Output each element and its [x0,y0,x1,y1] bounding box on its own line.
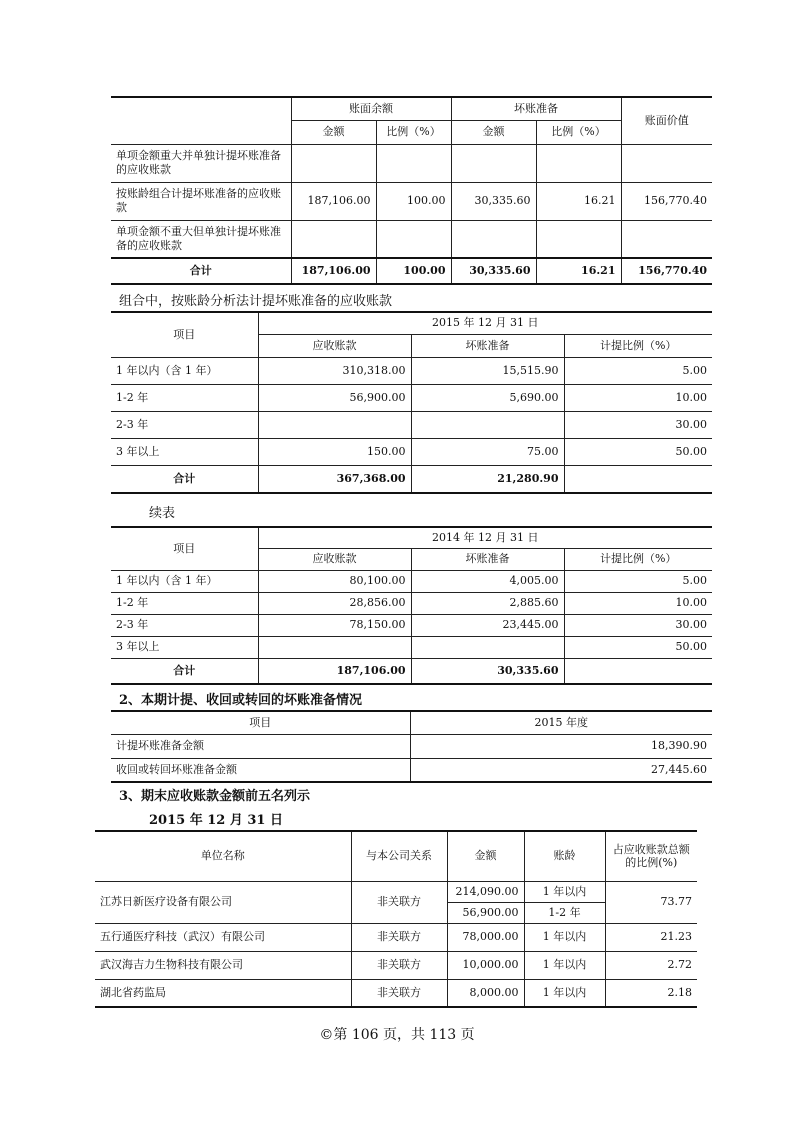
cell-amount: 187,106.00 [291,182,376,220]
cell-receivable: 56,900.00 [258,384,411,411]
row-label: 3 年以上 [111,438,258,465]
cell-ratio: 5.00 [564,357,712,384]
header-bad-debt: 坏账准备 [411,334,564,357]
total-receivable: 367,368.00 [258,465,411,493]
total-bd-amount: 30,335.60 [451,258,536,284]
cell-bad-debt: 4,005.00 [411,570,564,592]
company-name: 湖北省药监局 [95,979,351,1007]
table-row [95,951,697,979]
header-bd-amount: 金额 [451,120,536,144]
cell-ratio: 10.00 [564,384,712,411]
corner-cell [111,97,291,144]
header-share: 占应收账款总额的比例(%) [605,831,697,881]
company-name: 五行通医疗科技（武汉）有限公司 [95,923,351,951]
row-label: 收回或转回坏账准备金额 [111,758,410,782]
cell-ratio [376,144,451,182]
cell-amount: 56,900.00 [447,902,524,923]
cell-ratio [376,220,451,258]
table-row [111,220,712,258]
total-ratio [564,658,712,684]
total-bad-debt: 30,335.60 [411,658,564,684]
cell-ratio: 100.00 [376,182,451,220]
cell-bd-amount: 30,335.60 [451,182,536,220]
table-row [111,636,712,658]
cell-value [621,144,712,182]
cell-aging: 1 年以内 [524,881,605,902]
row-label: 2-3 年 [111,614,258,636]
cell-bd-amount [451,144,536,182]
total-label: 合计 [111,258,291,284]
cell-aging: 1 年以内 [524,979,605,1007]
cell-receivable: 150.00 [258,438,411,465]
cell-share: 2.72 [605,951,697,979]
company-relation: 非关联方 [351,951,447,979]
total-row [111,465,712,493]
cell-bad-debt: 2,885.60 [411,592,564,614]
cell-ratio: 50.00 [564,636,712,658]
cell-amount: 10,000.00 [447,951,524,979]
total-label: 合计 [111,465,258,493]
cell-bd-ratio [536,220,621,258]
table-row [111,592,712,614]
header-bd-ratio: 比例（%） [536,120,621,144]
header-receivable: 应收账款 [258,548,411,570]
aging-2014-table [111,526,712,685]
header-date: 2015 年 12 月 31 日 [258,312,712,334]
row-label: 1 年以内（含 1 年） [111,357,258,384]
total-ratio [564,465,712,493]
cell-bad-debt: 75.00 [411,438,564,465]
cell-amount: 78,000.00 [447,923,524,951]
row-label: 计提坏账准备金额 [111,734,410,758]
header-item: 项目 [111,527,258,570]
cell-aging: 1-2 年 [524,902,605,923]
cell-receivable: 310,318.00 [258,357,411,384]
row-label: 2-3 年 [111,411,258,438]
cell-aging: 1 年以内 [524,951,605,979]
cell-amount: 8,000.00 [447,979,524,1007]
row-label: 3 年以上 [111,636,258,658]
header-book-value: 账面价值 [621,97,712,144]
header-ratio: 计提比例（%） [564,334,712,357]
header-amount: 金额 [291,120,376,144]
cell-ratio: 30.00 [564,411,712,438]
cell-value: 156,770.40 [621,182,712,220]
header-receivable: 应收账款 [258,334,411,357]
table-row [111,734,712,758]
header-ratio: 比例（%） [376,120,451,144]
bad-debt-classification-table [111,96,712,285]
table-row [111,758,712,782]
cell-bad-debt: 5,690.00 [411,384,564,411]
row-label: 1 年以内（含 1 年） [111,570,258,592]
cell-bad-debt [411,411,564,438]
table-row [95,979,697,1007]
row-label: 1-2 年 [111,592,258,614]
total-value: 156,770.40 [621,258,712,284]
total-row [111,658,712,684]
cell-value: 27,445.60 [410,758,712,782]
row-label: 单项金额不重大但单独计提坏账准备的应收账款 [111,220,291,258]
total-row [111,258,712,284]
section3-date: 2015 年 12 月 31 日 [149,813,283,828]
row-label: 1-2 年 [111,384,258,411]
header-bad-debt: 坏账准备 [451,97,621,120]
cell-value: 18,390.90 [410,734,712,758]
cell-receivable [258,411,411,438]
cell-bad-debt [411,636,564,658]
company-name: 武汉海吉力生物科技有限公司 [95,951,351,979]
table-row [111,384,712,411]
cell-amount: 214,090.00 [447,881,524,902]
cell-value [621,220,712,258]
company-name: 江苏日新医疗设备有限公司 [95,881,351,923]
header-date: 2014 年 12 月 31 日 [258,527,712,548]
section-aging-title: 组合中，按账龄分析法计提坏账准备的应收账款 [119,294,393,309]
header-relation: 与本公司关系 [351,831,447,881]
section3-title: 3、期末应收账款金额前五名列示 [119,789,311,804]
total-bd-ratio: 16.21 [536,258,621,284]
provision-table [111,710,712,783]
header-ratio: 计提比例（%） [564,548,712,570]
table-row [111,182,712,220]
cell-bd-amount [451,220,536,258]
header-bad-debt: 坏账准备 [411,548,564,570]
aging-2015-table [111,311,712,494]
row-label: 单项金额重大并单独计提坏账准备的应收账款 [111,144,291,182]
total-amount: 187,106.00 [291,258,376,284]
table-row [95,881,697,902]
cell-aging: 1 年以内 [524,923,605,951]
cell-receivable: 78,150.00 [258,614,411,636]
cell-ratio: 10.00 [564,592,712,614]
cell-share: 2.18 [605,979,697,1007]
top-five-receivables-table [95,830,697,1008]
header-item: 项目 [111,312,258,357]
cell-bd-ratio [536,144,621,182]
table-row [111,144,712,182]
cell-receivable [258,636,411,658]
total-bad-debt: 21,280.90 [411,465,564,493]
cell-receivable: 80,100.00 [258,570,411,592]
cell-ratio: 50.00 [564,438,712,465]
company-relation: 非关联方 [351,881,447,923]
header-book-balance: 账面余额 [291,97,451,120]
table-row [111,570,712,592]
total-label: 合计 [111,658,258,684]
cell-bad-debt: 23,445.00 [411,614,564,636]
cell-ratio: 30.00 [564,614,712,636]
header-amount: 金额 [447,831,524,881]
company-relation: 非关联方 [351,979,447,1007]
company-relation: 非关联方 [351,923,447,951]
cell-amount [291,220,376,258]
cell-bd-ratio: 16.21 [536,182,621,220]
header-aging: 账龄 [524,831,605,881]
table-row [95,923,697,951]
header-item: 项目 [111,711,410,734]
table-row [111,357,712,384]
total-receivable: 187,106.00 [258,658,411,684]
cell-bad-debt: 15,515.90 [411,357,564,384]
table-row [111,438,712,465]
cell-ratio: 5.00 [564,570,712,592]
section2-title: 2、本期计提、收回或转回的坏账准备情况 [119,693,363,708]
cell-share: 21.23 [605,923,697,951]
row-label: 按账龄组合计提坏账准备的应收账款 [111,182,291,220]
table-row [111,614,712,636]
continued-label: 续表 [149,506,176,521]
table-row [111,411,712,438]
page-footer: ©第 106 页，共 113 页 [319,1027,475,1043]
header-unit: 单位名称 [95,831,351,881]
cell-amount [291,144,376,182]
total-ratio: 100.00 [376,258,451,284]
header-year: 2015 年度 [410,711,712,734]
cell-share: 73.77 [605,881,697,923]
cell-receivable: 28,856.00 [258,592,411,614]
